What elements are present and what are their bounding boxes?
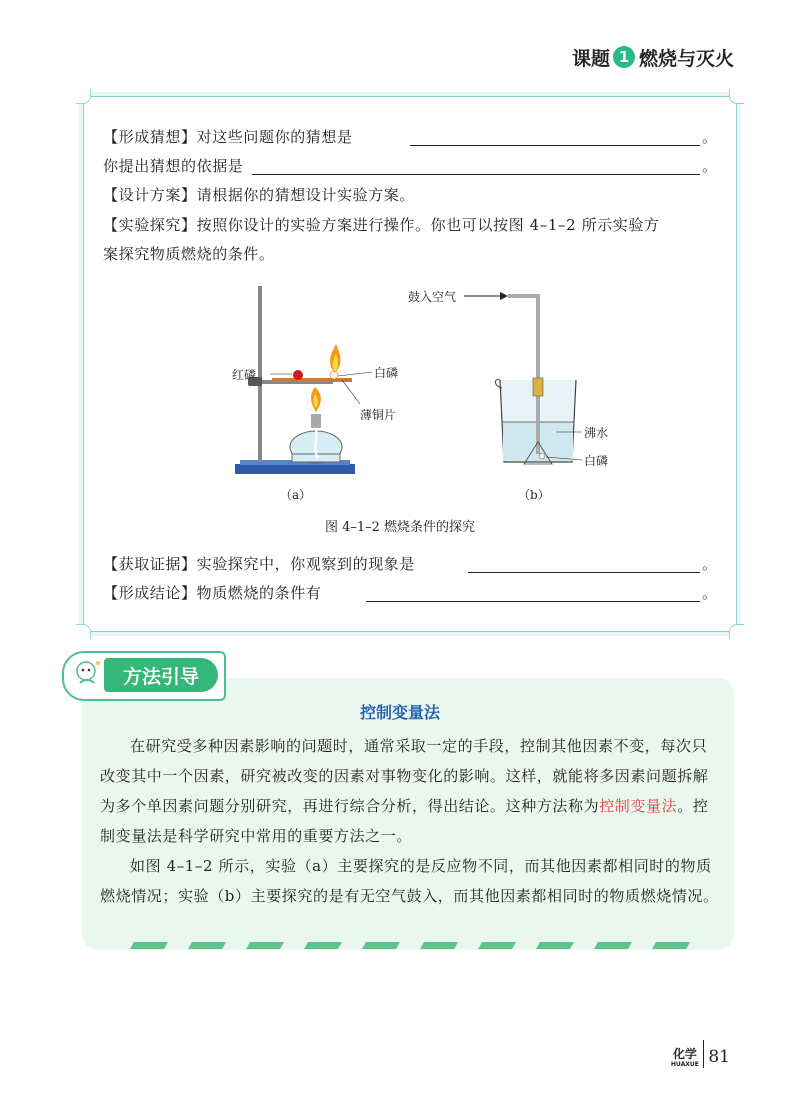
conclusion-blank[interactable]	[366, 601, 700, 602]
method-term: 控制变量法	[599, 797, 678, 815]
label-red-phosphorus: 红磷	[232, 368, 257, 382]
subject-pinyin: HUAXUE	[670, 1061, 699, 1068]
explore-text-2: 案探究物质燃烧的条件。	[103, 245, 275, 263]
method-p1-end: 。控制变量法是科学研究中常用的重要方法之一。	[100, 797, 709, 845]
evidence-line	[103, 553, 415, 574]
figure-caption: 图 4–1–2 燃烧条件的探究	[324, 520, 476, 535]
white-phosphorus-a	[330, 371, 338, 379]
subject-cn: 化学	[672, 1047, 697, 1061]
period: 。	[702, 584, 718, 602]
hypothesis-line	[103, 126, 353, 147]
method-paragraph-1	[100, 731, 720, 851]
label-white-phosphorus-a: 白磷	[374, 366, 399, 380]
hypothesis-label: 【形成猜想】	[103, 128, 197, 146]
label-copper-sheet: 薄铜片	[360, 408, 397, 422]
basis-text: 你提出猜想的依据是	[103, 157, 244, 175]
header-title: 燃烧与灭火	[638, 47, 734, 70]
period: 。	[702, 555, 718, 573]
conclusion-line	[103, 582, 321, 603]
method-guide-tab	[62, 651, 226, 701]
chapter-header	[572, 42, 734, 72]
label-white-phosphorus-b: 白磷	[584, 454, 609, 468]
experiment-figure	[210, 282, 650, 512]
explore-label: 【实验探究】	[103, 216, 197, 234]
sublabel-b: （b）	[518, 488, 550, 502]
label-blow-air: 鼓入空气	[408, 290, 457, 304]
method-p1-text: 在研究受多种因素影响的问题时，通常采取一定的手段，控制其他因素不变，每次只改变其中一个因素，研究被改变的因素对事物变化的影响。这样，就能将多因素问题拆解为多个单因素问题分别研究，再进行综合分析，得出结论。这种方法称为	[100, 737, 709, 815]
period: 。	[702, 157, 718, 175]
design-label: 【设计方案】	[103, 186, 197, 204]
hypothesis-text: 对这些问题你的猜想是	[196, 128, 353, 146]
evidence-text: 实验探究中，你观察到的现象是	[196, 555, 416, 573]
stand-base	[235, 464, 355, 474]
header-prefix: 课题	[571, 47, 610, 70]
footer-divider	[703, 1040, 705, 1068]
red-phosphorus	[293, 370, 303, 380]
hypothesis-blank[interactable]	[410, 145, 700, 146]
method-paragraph-2: 如图 4–1–2 所示，实验（a）主要探究的是反应物不同，而其他因素都相同时的物质燃烧情况；实验（b）主要探究的是有无空气鼓入，而其他因素都相同时的物质燃烧情况。	[100, 857, 719, 905]
conclusion-text: 物质燃烧的条件有	[196, 584, 322, 602]
conclusion-label: 【形成结论】	[103, 584, 197, 602]
label-boiling-water: 沸水	[584, 426, 609, 440]
period: 。	[702, 128, 718, 146]
design-text: 请根据你的猜想设计实验方案。	[196, 186, 416, 204]
method-title: 控制变量法	[359, 703, 440, 722]
explore-text-1: 按照你设计的实验方案进行操作。你也可以按图 4–1–2 所示实验方	[196, 216, 660, 234]
page-footer	[671, 1040, 730, 1068]
experiment-illustration	[210, 282, 650, 512]
subject-mark	[671, 1048, 699, 1068]
header-number-badge: 1	[613, 46, 635, 68]
explore-line-1	[103, 214, 660, 235]
page-number: 81	[708, 1047, 730, 1067]
design-line	[103, 184, 415, 205]
evidence-blank[interactable]	[468, 572, 700, 573]
sublabel-a: （a）	[280, 488, 312, 502]
evidence-label: 【获取证据】	[103, 555, 197, 573]
method-guide-label: 方法引导	[104, 658, 218, 692]
mascot-icon	[68, 657, 104, 693]
copper-sheet	[272, 378, 352, 382]
basis-blank[interactable]	[252, 174, 700, 175]
